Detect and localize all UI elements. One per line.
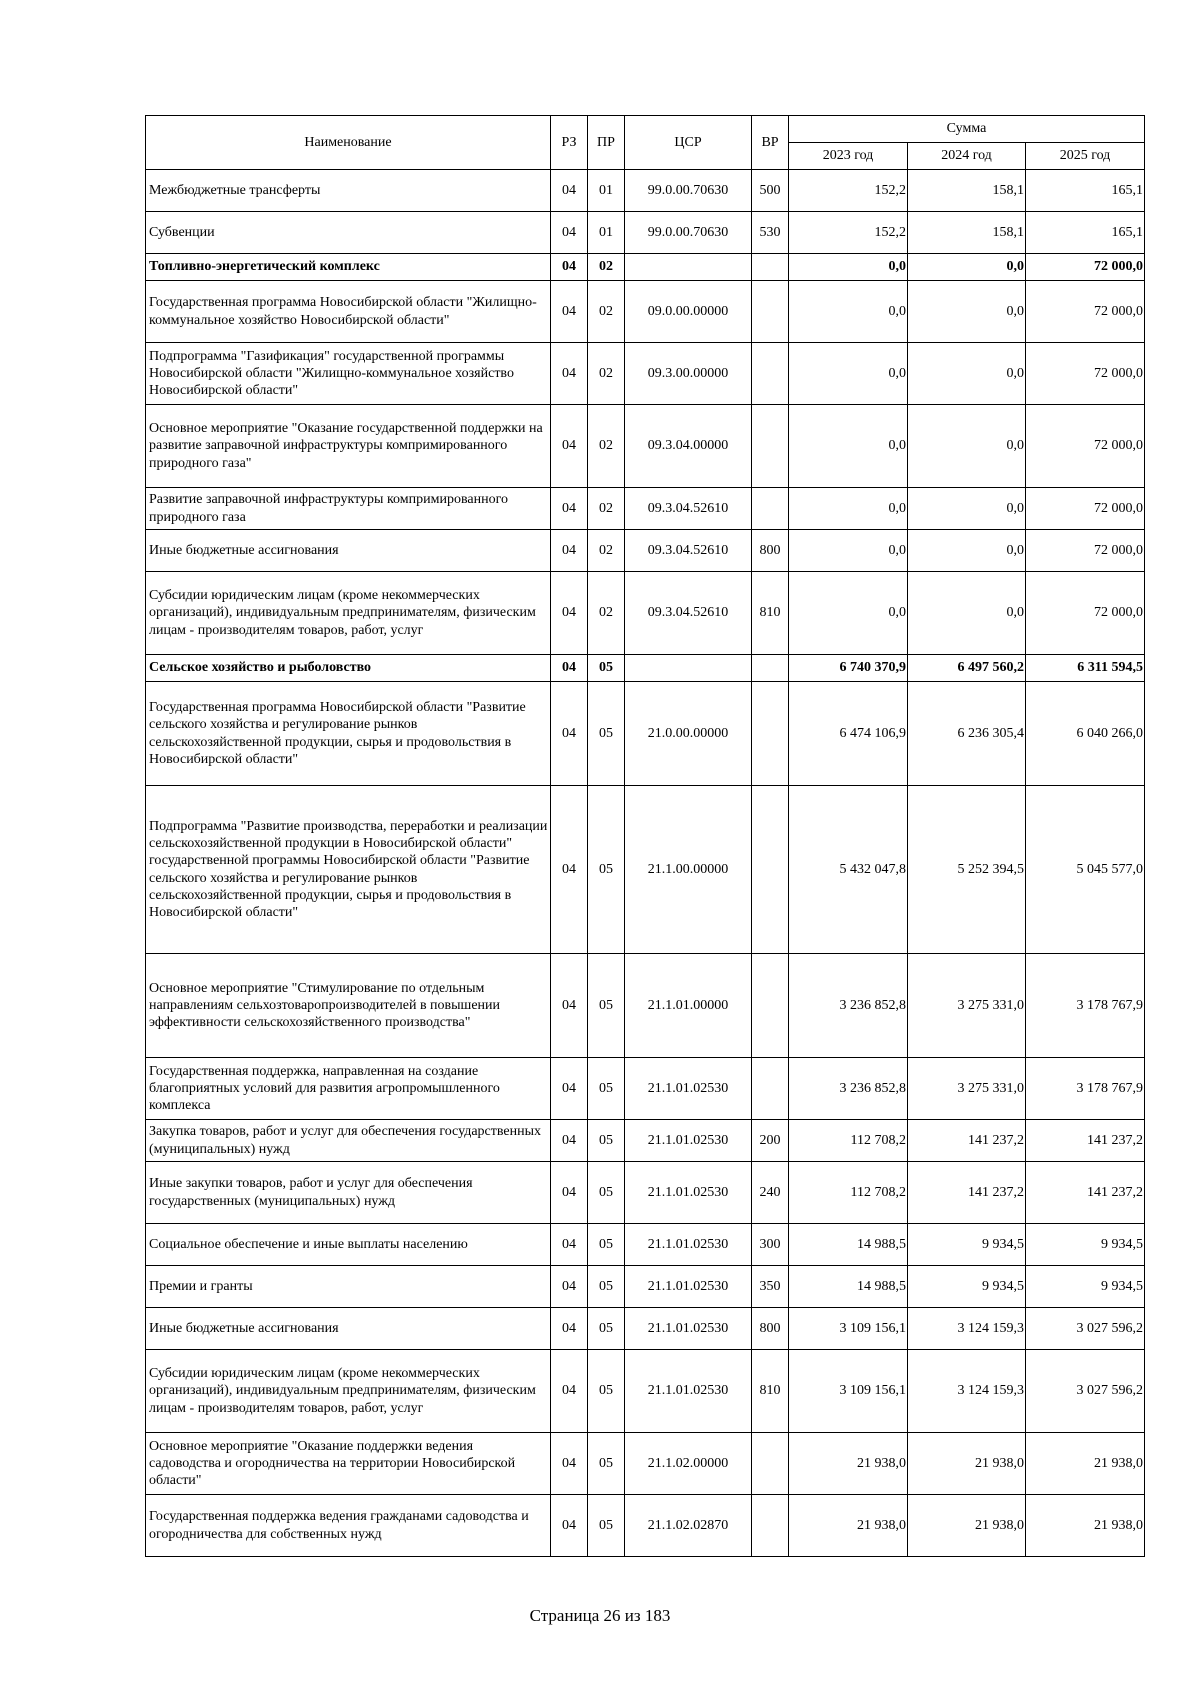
row-name: Основное мероприятие "Оказание поддержки ведения садоводства и огородничества на территории Новосибирской области" [146,1433,551,1495]
row-value-2024: 5 252 394,5 [908,786,1026,954]
row-vr [752,488,789,530]
row-value-2023: 3 109 156,1 [789,1308,908,1350]
table-row [146,170,1145,212]
row-vr: 240 [752,1162,789,1224]
row-csr: 09.3.04.52610 [625,530,752,572]
header-sum: Сумма [789,116,1145,143]
table-row [146,488,1145,530]
row-rz: 04 [551,488,588,530]
row-value-2023: 3 109 156,1 [789,1350,908,1433]
row-vr: 500 [752,170,789,212]
row-value-2024: 158,1 [908,212,1026,254]
row-vr [752,343,789,405]
row-name: Субсидии юридическим лицам (кроме некоммерческих организаций), индивидуальным предпринимателям, физическим лицам - производителям товаров, работ, услуг [146,572,551,655]
row-csr: 21.1.01.00000 [625,954,752,1058]
header-name: Наименование [146,116,551,170]
row-value-2024: 3 124 159,3 [908,1308,1026,1350]
row-value-2024: 0,0 [908,405,1026,488]
row-pr: 02 [588,254,625,281]
row-rz: 04 [551,281,588,343]
row-value-2023: 112 708,2 [789,1162,908,1224]
row-value-2025: 21 938,0 [1026,1433,1145,1495]
row-value-2024: 158,1 [908,170,1026,212]
row-csr: 21.1.02.00000 [625,1433,752,1495]
row-name: Государственная поддержка, направленная на создание благоприятных условий для развития агропромышленного комплекса [146,1058,551,1120]
row-pr: 05 [588,1120,625,1162]
row-pr: 05 [588,1224,625,1266]
row-csr: 21.0.00.00000 [625,682,752,786]
row-value-2025: 72 000,0 [1026,530,1145,572]
row-value-2025: 72 000,0 [1026,343,1145,405]
header-rz: РЗ [551,116,588,170]
row-name: Иные закупки товаров, работ и услуг для обеспечения государственных (муниципальных) нужд [146,1162,551,1224]
row-rz: 04 [551,405,588,488]
row-vr [752,954,789,1058]
row-csr: 21.1.01.02530 [625,1058,752,1120]
row-csr [625,254,752,281]
row-value-2025: 21 938,0 [1026,1495,1145,1557]
row-rz: 04 [551,1058,588,1120]
row-value-2024: 0,0 [908,281,1026,343]
row-rz: 04 [551,786,588,954]
row-vr: 300 [752,1224,789,1266]
row-pr: 05 [588,682,625,786]
row-value-2023: 152,2 [789,212,908,254]
header-year-2024: 2024 год [908,143,1026,170]
table-row [146,1058,1145,1120]
table-row [146,1224,1145,1266]
row-value-2025: 165,1 [1026,212,1145,254]
row-pr: 05 [588,1058,625,1120]
header-year-2023: 2023 год [789,143,908,170]
row-value-2023: 3 236 852,8 [789,1058,908,1120]
row-value-2024: 3 275 331,0 [908,1058,1026,1120]
row-csr: 21.1.02.02870 [625,1495,752,1557]
row-value-2024: 3 275 331,0 [908,954,1026,1058]
row-pr: 05 [588,954,625,1058]
row-pr: 02 [588,281,625,343]
row-value-2025: 9 934,5 [1026,1266,1145,1308]
row-name: Субсидии юридическим лицам (кроме некоммерческих организаций), индивидуальным предпринимателям, физическим лицам - производителям товаров, работ, услуг [146,1350,551,1433]
row-pr: 05 [588,1162,625,1224]
row-value-2025: 3 178 767,9 [1026,1058,1145,1120]
row-value-2023: 0,0 [789,488,908,530]
header-csr: ЦСР [625,116,752,170]
row-pr: 05 [588,1433,625,1495]
row-value-2025: 72 000,0 [1026,254,1145,281]
row-vr [752,254,789,281]
row-csr: 09.3.04.00000 [625,405,752,488]
row-value-2024: 0,0 [908,488,1026,530]
row-name: Иные бюджетные ассигнования [146,530,551,572]
row-pr: 02 [588,405,625,488]
row-value-2023: 6 740 370,9 [789,655,908,682]
row-pr: 02 [588,488,625,530]
table-row [146,1433,1145,1495]
row-name: Премии и гранты [146,1266,551,1308]
row-vr [752,1058,789,1120]
row-rz: 04 [551,212,588,254]
table-row [146,655,1145,682]
row-rz: 04 [551,1224,588,1266]
table-row [146,1120,1145,1162]
table-row [146,1162,1145,1224]
row-rz: 04 [551,1120,588,1162]
row-rz: 04 [551,343,588,405]
row-vr: 800 [752,530,789,572]
row-rz: 04 [551,682,588,786]
row-vr: 800 [752,1308,789,1350]
row-value-2024: 6 497 560,2 [908,655,1026,682]
row-value-2025: 165,1 [1026,170,1145,212]
row-name: Межбюджетные трансферты [146,170,551,212]
row-value-2024: 9 934,5 [908,1266,1026,1308]
row-rz: 04 [551,530,588,572]
row-value-2023: 21 938,0 [789,1433,908,1495]
row-value-2024: 0,0 [908,254,1026,281]
table-row [146,212,1145,254]
row-csr: 21.1.01.02530 [625,1224,752,1266]
row-name: Социальное обеспечение и иные выплаты населению [146,1224,551,1266]
row-value-2023: 0,0 [789,254,908,281]
page-number: Страница 26 из 183 [529,1606,671,1625]
row-csr: 21.1.01.02530 [625,1266,752,1308]
table-row [146,682,1145,786]
row-name: Государственная программа Новосибирской области "Жилищно-коммунальное хозяйство Новосибирской области" [146,281,551,343]
row-vr: 350 [752,1266,789,1308]
row-pr: 05 [588,1308,625,1350]
row-vr: 810 [752,572,789,655]
row-rz: 04 [551,1350,588,1433]
row-rz: 04 [551,1495,588,1557]
budget-table [145,115,1145,1557]
table-row [146,343,1145,405]
row-value-2023: 6 474 106,9 [789,682,908,786]
row-csr: 99.0.00.70630 [625,212,752,254]
row-rz: 04 [551,1162,588,1224]
row-pr: 02 [588,530,625,572]
row-value-2025: 3 178 767,9 [1026,954,1145,1058]
row-vr [752,1433,789,1495]
row-csr: 21.1.01.02530 [625,1350,752,1433]
row-vr: 200 [752,1120,789,1162]
row-rz: 04 [551,954,588,1058]
row-name: Государственная поддержка ведения гражданами садоводства и огородничества для собственных нужд [146,1495,551,1557]
row-name: Подпрограмма "Газификация" государственной программы Новосибирской области "Жилищно-коммунальное хозяйство Новосибирской области" [146,343,551,405]
table-row [146,1495,1145,1557]
row-value-2025: 141 237,2 [1026,1162,1145,1224]
row-value-2024: 0,0 [908,343,1026,405]
row-value-2023: 0,0 [789,530,908,572]
row-csr: 21.1.00.00000 [625,786,752,954]
row-value-2024: 0,0 [908,572,1026,655]
row-value-2025: 9 934,5 [1026,1224,1145,1266]
table-row [146,1308,1145,1350]
row-pr: 05 [588,655,625,682]
row-rz: 04 [551,254,588,281]
row-value-2024: 21 938,0 [908,1495,1026,1557]
row-pr: 05 [588,1495,625,1557]
header-pr: ПР [588,116,625,170]
row-value-2025: 3 027 596,2 [1026,1308,1145,1350]
row-value-2023: 14 988,5 [789,1266,908,1308]
row-value-2024: 141 237,2 [908,1162,1026,1224]
header-year-2025: 2025 год [1026,143,1145,170]
row-name: Сельское хозяйство и рыболовство [146,655,551,682]
row-value-2024: 9 934,5 [908,1224,1026,1266]
row-value-2025: 72 000,0 [1026,488,1145,530]
row-value-2023: 3 236 852,8 [789,954,908,1058]
row-rz: 04 [551,572,588,655]
row-name: Субвенции [146,212,551,254]
row-csr: 09.3.00.00000 [625,343,752,405]
row-value-2025: 72 000,0 [1026,572,1145,655]
table-row [146,1350,1145,1433]
row-vr [752,786,789,954]
row-value-2023: 152,2 [789,170,908,212]
row-csr: 09.3.04.52610 [625,488,752,530]
row-value-2023: 0,0 [789,405,908,488]
row-rz: 04 [551,1308,588,1350]
row-pr: 05 [588,1350,625,1433]
row-value-2024: 3 124 159,3 [908,1350,1026,1433]
row-csr: 09.0.00.00000 [625,281,752,343]
row-pr: 02 [588,343,625,405]
row-vr [752,281,789,343]
row-value-2024: 141 237,2 [908,1120,1026,1162]
row-value-2025: 141 237,2 [1026,1120,1145,1162]
row-value-2024: 6 236 305,4 [908,682,1026,786]
table-row [146,405,1145,488]
row-name: Закупка товаров, работ и услуг для обеспечения государственных (муниципальных) нужд [146,1120,551,1162]
row-value-2023: 0,0 [789,281,908,343]
table-row [146,530,1145,572]
row-rz: 04 [551,1433,588,1495]
table-row [146,786,1145,954]
row-csr: 21.1.01.02530 [625,1162,752,1224]
row-value-2024: 21 938,0 [908,1433,1026,1495]
table-body [146,170,1145,1557]
row-rz: 04 [551,1266,588,1308]
row-vr [752,655,789,682]
row-value-2023: 14 988,5 [789,1224,908,1266]
table-header [146,116,1145,170]
table-row [146,254,1145,281]
row-rz: 04 [551,655,588,682]
table-row [146,572,1145,655]
row-value-2023: 5 432 047,8 [789,786,908,954]
row-value-2025: 72 000,0 [1026,405,1145,488]
header-vr: ВР [752,116,789,170]
row-value-2023: 112 708,2 [789,1120,908,1162]
row-name: Иные бюджетные ассигнования [146,1308,551,1350]
row-vr [752,682,789,786]
row-value-2024: 0,0 [908,530,1026,572]
row-pr: 02 [588,572,625,655]
row-vr: 530 [752,212,789,254]
row-name: Топливно-энергетический комплекс [146,254,551,281]
row-csr [625,655,752,682]
row-value-2025: 72 000,0 [1026,281,1145,343]
row-name: Развитие заправочной инфраструктуры компримированного природного газа [146,488,551,530]
row-pr: 05 [588,1266,625,1308]
row-pr: 01 [588,212,625,254]
row-vr: 810 [752,1350,789,1433]
row-pr: 01 [588,170,625,212]
row-value-2025: 5 045 577,0 [1026,786,1145,954]
row-csr: 99.0.00.70630 [625,170,752,212]
row-name: Государственная программа Новосибирской области "Развитие сельского хозяйства и регулирование рынков сельскохозяйственной продукции, сырья и продовольствия в Новосибирской области" [146,682,551,786]
row-rz: 04 [551,170,588,212]
row-csr: 09.3.04.52610 [625,572,752,655]
row-value-2023: 21 938,0 [789,1495,908,1557]
row-csr: 21.1.01.02530 [625,1308,752,1350]
row-value-2025: 3 027 596,2 [1026,1350,1145,1433]
table-row [146,281,1145,343]
row-pr: 05 [588,786,625,954]
row-name: Основное мероприятие "Оказание государственной поддержки на развитие заправочной инфраструктуры компримированного природного газа" [146,405,551,488]
row-name: Подпрограмма "Развитие производства, переработки и реализации сельскохозяйственной продукции в Новосибирской области" государственной программы Новосибирской области "Развитие сельского хозяйства и регулирование рынков сельскохозяйственной продукции, сырья и продовольствия в Новосибирской области" [146,786,551,954]
row-vr [752,405,789,488]
row-value-2025: 6 311 594,5 [1026,655,1145,682]
row-vr [752,1495,789,1557]
row-value-2023: 0,0 [789,343,908,405]
table-row [146,954,1145,1058]
table-row [146,1266,1145,1308]
row-value-2025: 6 040 266,0 [1026,682,1145,786]
row-value-2023: 0,0 [789,572,908,655]
row-csr: 21.1.01.02530 [625,1120,752,1162]
row-name: Основное мероприятие "Стимулирование по отдельным направлениям сельхозтоваропроизводителей в повышении эффективности сельскохозяйственного производства" [146,954,551,1058]
